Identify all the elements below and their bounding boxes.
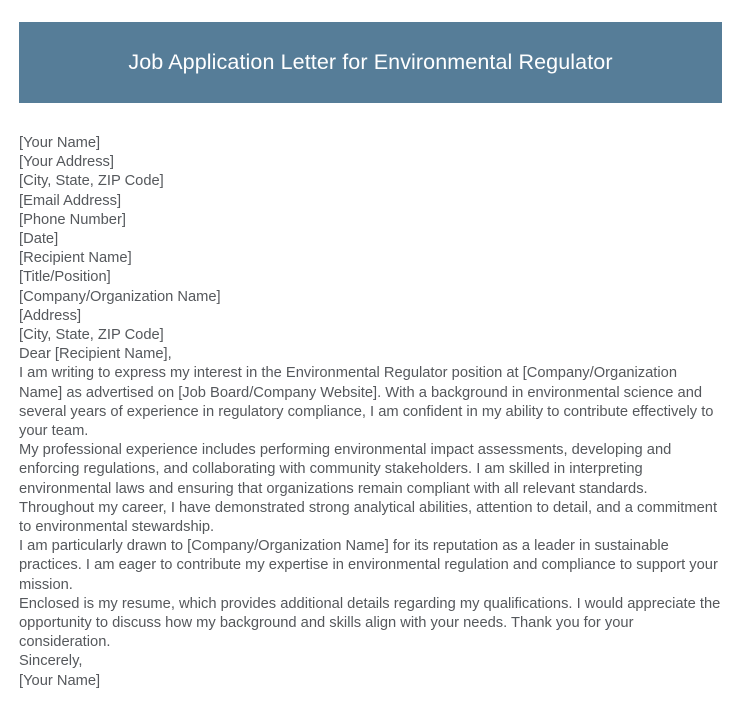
recipient-address-line: [Address]: [19, 307, 82, 324]
sender-phone-line: [Phone Number]: [19, 211, 126, 228]
date-line: [Date]: [19, 231, 59, 248]
signature-name-line: [Your Name]: [19, 672, 101, 689]
page-title: Job Application Letter for Environmental Regulator: [128, 49, 613, 74]
body-paragraph-2: My professional experience includes performing environmental impact assessments, developing and enforcing regulations, and collaborating with community stakeholders. I am skilled in interpreting environmental laws and ensuring that organizations remain compliant with all relevant standards. Throughout my career, I have demonstrated strong analytical abilities, attention to detail, and a commitment to environmental stewardship.: [19, 442, 718, 536]
recipient-title-line: [Title/Position]: [19, 269, 111, 286]
sender-name-line: [Your Name]: [19, 135, 101, 151]
sender-address-block: [19, 134, 723, 230]
body-paragraph-3: I am particularly drawn to [Company/Organization Name] for its reputation as a leader in sustainable practices. I am eager to contribute my expertise in environmental regulation and compliance to support your mission.: [19, 538, 718, 593]
sender-email-line: [Email Address]: [19, 192, 122, 209]
document-header-banner: [19, 22, 722, 103]
body-paragraph-1: I am writing to express my interest in the Environmental Regulator position at [Company/Organization Name] as advertised on [Job Board/Company Website]. With a background in environmental science and several years of experience in regulatory compliance, I am confident in my ability to contribute effectively to your team.: [19, 365, 714, 440]
closing-line: Sincerely,: [19, 653, 83, 670]
sender-address-line: [Your Address]: [19, 154, 114, 171]
body-paragraph-4: Enclosed is my resume, which provides additional details regarding my qualifications. I would appreciate the opportunity to discuss how my background and skills align with your needs. Thank you for your consideration.: [19, 595, 721, 651]
recipient-name-line: [Recipient Name]: [19, 250, 132, 267]
salutation-line: Dear [Recipient Name],: [19, 346, 172, 363]
recipient-city-state-zip-line: [City, State, ZIP Code]: [19, 327, 164, 344]
recipient-address-block: [19, 249, 723, 345]
recipient-company-line: [Company/Organization Name]: [19, 288, 221, 305]
letter-body: [19, 134, 723, 691]
sender-city-state-zip-line: [City, State, ZIP Code]: [19, 173, 164, 190]
